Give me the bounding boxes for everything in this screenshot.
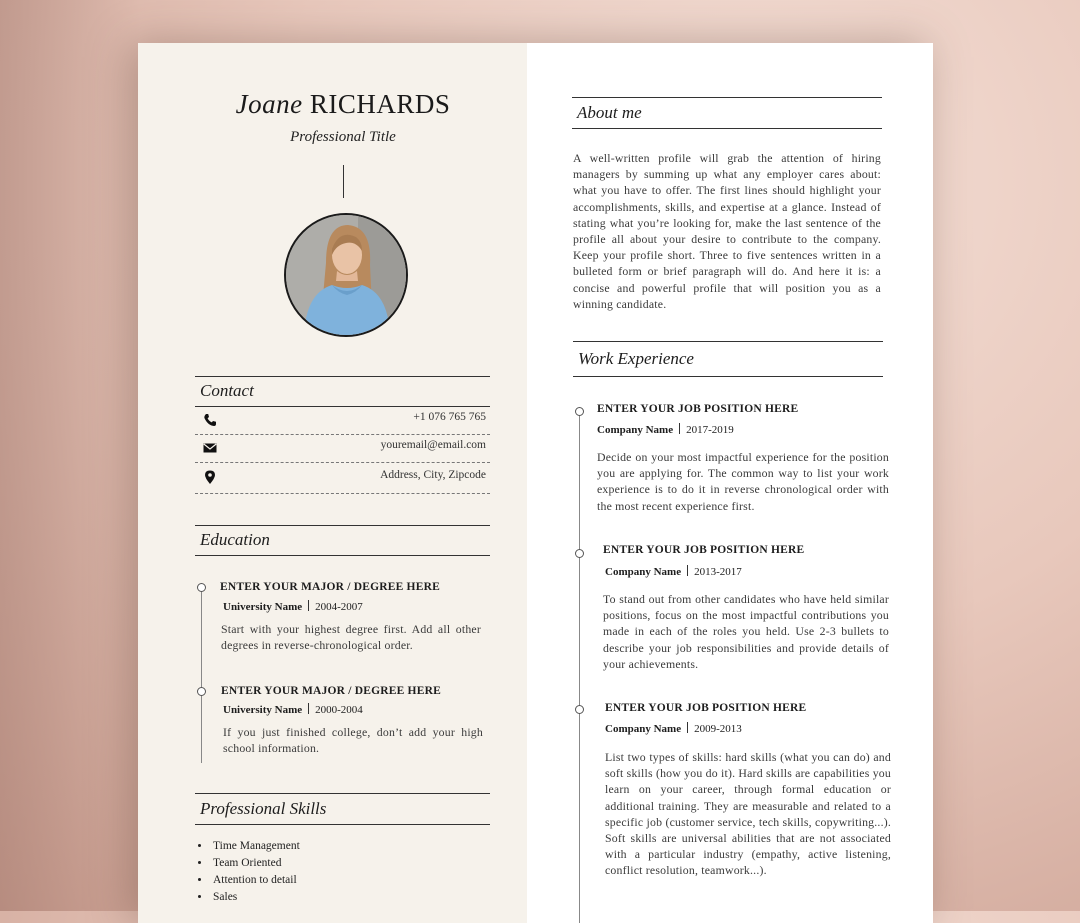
- job-description: List two types of skills: hard skills (what you can do) and soft skills (how you do it). Hard skills are capabilities you learn on your career, through formal education or additional training. They are measurable and related to a specific job (customer service, tech skills, copywriting...). Soft skills are universal abilities that are not associated with a particular industry (empathy, active listening, conflict resolution, teamwork...).: [605, 750, 891, 878]
- skill-item: • Attention to detail: [211, 872, 300, 889]
- timeline-dot: [575, 705, 584, 714]
- profile-photo: [284, 213, 408, 337]
- separator: [687, 722, 688, 733]
- skill-item: • Sales: [211, 889, 300, 906]
- job-years: 2017-2019: [686, 424, 734, 436]
- last-name: RICHARDS: [309, 89, 451, 119]
- education-entry-title: ENTER YOUR MAJOR / DEGREE HERE: [221, 685, 441, 697]
- university-name: University Name: [223, 704, 303, 716]
- education-entry-title: ENTER YOUR MAJOR / DEGREE HERE: [220, 581, 440, 593]
- contact-row-phone: [195, 407, 490, 435]
- contact-row-email: [195, 435, 490, 463]
- separator: [308, 600, 309, 611]
- work-timeline: [579, 415, 580, 923]
- location-pin-icon: [203, 470, 217, 484]
- timeline-dot: [575, 407, 584, 416]
- timeline-dot: [575, 549, 584, 558]
- separator: [308, 703, 309, 714]
- job-title: ENTER YOUR JOB POSITION HERE: [605, 702, 807, 714]
- first-name: Joane: [235, 89, 303, 119]
- job-subtitle: [605, 722, 742, 735]
- company-name: Company Name: [605, 566, 682, 578]
- job-subtitle: [597, 423, 734, 436]
- education-entry-subtitle: [223, 600, 363, 613]
- skills-list: [195, 838, 300, 906]
- job-title: ENTER YOUR JOB POSITION HERE: [603, 544, 805, 556]
- phone-value[interactable]: +1 076 765 765: [413, 411, 486, 423]
- education-years: 2004-2007: [315, 601, 363, 613]
- timeline-dot: [197, 583, 206, 592]
- education-entry-subtitle: [223, 703, 363, 716]
- skill-item: • Team Oriented: [211, 855, 300, 872]
- education-years: 2000-2004: [315, 704, 363, 716]
- skill-item: • Time Management: [211, 838, 300, 855]
- resume-sheet: [138, 43, 933, 923]
- background-shadow: [0, 0, 140, 911]
- right-column: [527, 43, 933, 923]
- job-description: To stand out from other candidates who have held similar positions, focus on the most impactful contributions you made in each of the roles you held. Use 2-3 bullets to describe your job responsibilities and provide details of your achievements.: [603, 592, 889, 671]
- about-text: A well-written profile will grab the attention of hiring managers by summing up what any employer cares about: what you have to offer. The first lines should highlight your accomplishments, skills, and expertise at a glance. Instead of stating what you’re looking for, make the last sentence of the profile all about your desire to contribute to the company. Keep your profile short. Three to five sentences written in a bulleted form or brief paragraph will do. And here it is: a concise and powerful profile that will position you as a winning candidate.: [573, 151, 881, 311]
- university-name: University Name: [223, 601, 303, 613]
- timeline-dot: [197, 687, 206, 696]
- phone-icon: [203, 413, 217, 427]
- about-heading: About me: [572, 97, 882, 129]
- address-value: Address, City, Zipcode: [380, 469, 486, 481]
- job-title: ENTER YOUR JOB POSITION HERE: [597, 403, 799, 415]
- job-subtitle: [605, 565, 742, 578]
- portrait-illustration: [286, 215, 406, 335]
- contact-row-address: [195, 463, 490, 494]
- candidate-name: [138, 89, 548, 120]
- education-timeline: [201, 588, 202, 763]
- left-column: [138, 43, 527, 923]
- separator: [679, 423, 680, 434]
- company-name: Company Name: [597, 424, 674, 436]
- divider-line: [343, 165, 344, 198]
- job-years: 2013-2017: [694, 566, 742, 578]
- job-description: Decide on your most impactful experience for the position you are applying for. The common way to list your work experience is to do it in reverse chronological order with the most recent experience first.: [597, 450, 889, 513]
- job-years: 2009-2013: [694, 723, 742, 735]
- skills-heading: Professional Skills: [195, 793, 490, 825]
- email-value[interactable]: youremail@email.com: [380, 439, 486, 451]
- education-heading: Education: [195, 525, 490, 556]
- contact-heading: Contact: [195, 376, 490, 407]
- envelope-icon: [203, 441, 217, 455]
- company-name: Company Name: [605, 723, 682, 735]
- education-description: Start with your highest degree first. Add all other degrees in reverse-chronological order.: [221, 622, 481, 653]
- separator: [687, 565, 688, 576]
- work-heading: Work Experience: [573, 341, 883, 377]
- professional-title: Professional Title: [290, 129, 396, 145]
- education-description: If you just finished college, don’t add your high school information.: [223, 725, 483, 756]
